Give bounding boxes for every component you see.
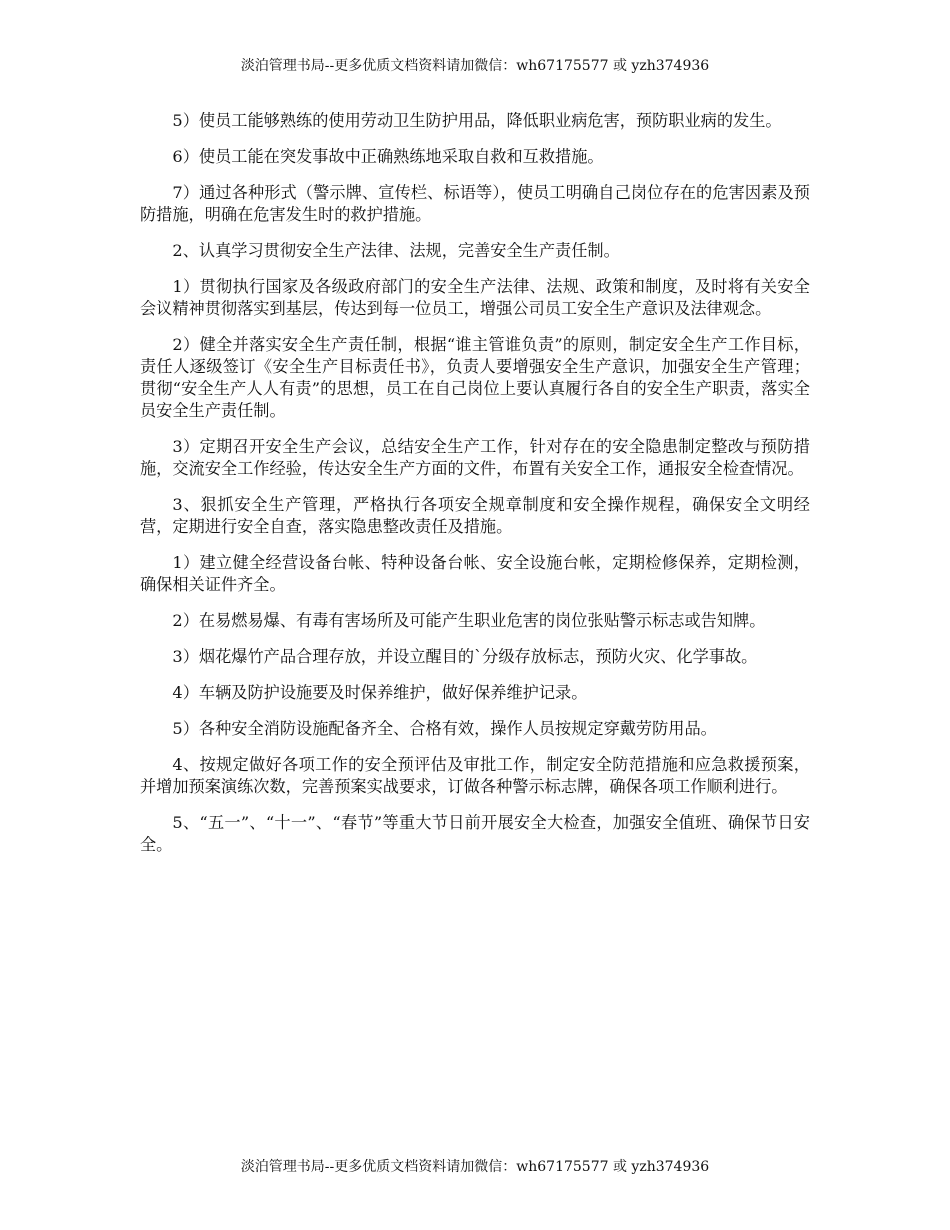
paragraph: 5）使员工能够熟练的使用劳动卫生防护用品，降低职业病危害，预防职业病的发生。 <box>172 111 782 130</box>
section-heading: 4、按规定做好各项工作的安全预评估及审批工作，制定安全防范措施和应急救援预案，并增加预案演练次数，完善预案实战要求，订做各种警示标志牌，确保各项工作顺利进行。 <box>140 755 810 796</box>
section-heading: 3、狠抓安全生产管理，严格执行各项安全规章制度和安全操作规程，确保安全文明经营，定期进行安全自查，落实隐患整改责任及措施。 <box>140 495 810 536</box>
paragraph: 1）建立健全经营设备台帐、特种设备台帐、安全设施台帐，定期检修保养，定期检测，确保相关证件齐全。 <box>140 553 810 594</box>
paragraph: 2）健全并落实安全生产责任制，根据“谁主管谁负责”的原则，制定安全生产工作目标，责任人逐级签订《安全生产目标责任书》，负责人要增强安全生产意识，加强安全生产管理；贯彻“安全生产人人有责”的思想，员工在自己岗位上要认真履行各自的安全生产职责，落实全员安全生产责任制。 <box>140 335 810 420</box>
paragraph: 7）通过各种形式（警示牌、宣传栏、标语等），使员工明确自己岗位存在的危害因素及预防措施，明确在危害发生时的救护措施。 <box>140 183 810 224</box>
paragraph: 3）定期召开安全生产会议，总结安全生产工作，针对存在的安全隐患制定整改与预防措施，交流安全工作经验，传达安全生产方面的文件，布置有关安全工作，通报安全检查情况。 <box>140 437 810 478</box>
document-body <box>140 110 810 870</box>
paragraph: 6）使员工能在突发事故中正确熟练地采取自救和互救措施。 <box>172 147 604 166</box>
paragraph: 3）烟花爆竹产品合理存放，并设立醒目的`分级存放标志，预防火灾、化学事故。 <box>172 647 758 666</box>
section-heading: 2、认真学习贯彻安全生产法律、法规，完善安全生产责任制。 <box>172 241 620 260</box>
paragraph: 4）车辆及防护设施要及时保养维护，做好保养维护记录。 <box>172 683 588 702</box>
paragraph: 1）贯彻执行国家及各级政府部门的安全生产法律、法规、政策和制度，及时将有关安全会议精神贯彻落实到基层，传达到每一位员工，增强公司员工安全生产意识及法律观念。 <box>140 277 810 318</box>
section-heading: 5、“五一”、“十一”、“春节”等重大节日前开展安全大检查，加强安全值班、确保节日安全。 <box>140 813 810 854</box>
paragraph: 2）在易燃易爆、有毒有害场所及可能产生职业危害的岗位张贴警示标志或告知牌。 <box>172 611 766 630</box>
page-footer: 淡泊管理书局--更多优质文档资料请加微信：wh67175577 或 yzh374936 <box>240 1159 710 1175</box>
paragraph: 5）各种安全消防设施配备齐全、合格有效，操作人员按规定穿戴劳防用品。 <box>172 719 717 738</box>
page-header: 淡泊管理书局--更多优质文档资料请加微信：wh67175577 或 yzh374936 <box>240 58 710 74</box>
